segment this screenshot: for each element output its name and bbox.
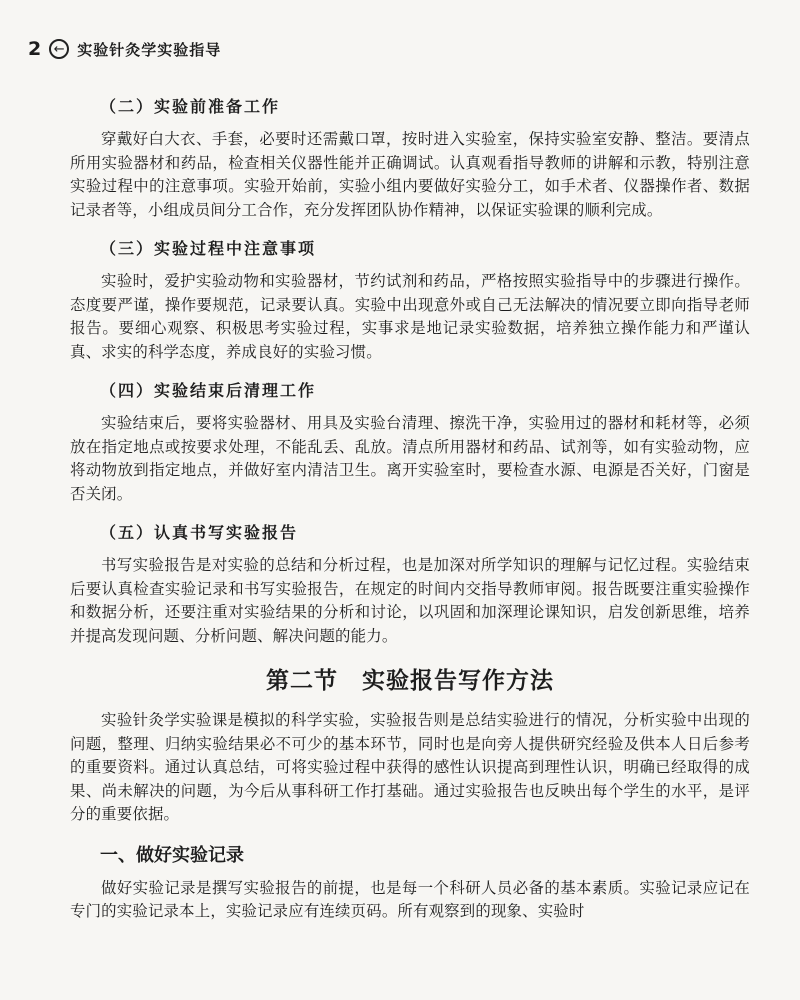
- paragraph-precautions: 实验时，爱护实验动物和实验器材，节约试剂和药品，严格按照实验指导中的步骤进行操作。态度要严谨，操作要规范，记录要认真。实验中出现意外或自己无法解决的情况要立即向指导老师报告。要细心观察、积极思考实验过程，实事求是地记录实验数据，培养独立操作能力和严谨认真、求实的科学态度，养成良好的实验习惯。: [70, 272, 750, 361]
- section-title: 第二节 实验报告写作方法: [266, 667, 554, 694]
- subheading-preparation: （二）实验前准备工作: [100, 97, 281, 116]
- page-number: 2: [28, 38, 42, 60]
- left-arrow-circle-icon: ←: [49, 39, 69, 59]
- paragraph-report: 书写实验报告是对实验的总结和分析过程，也是加深对所学知识的理解与记忆过程。实验结束后要认真检查实验记录和书写实验报告，在规定的时间内交指导教师审阅。报告既要注重实验操作和数据分析，还要注重对实验结果的分析和讨论，以巩固和加深理论课知识，启发创新思维，培养并提高发现问题、分析问题、解决问题的能力。: [70, 556, 750, 645]
- paragraph-preparation: 穿戴好白大衣、手套，必要时还需戴口罩，按时进入实验室，保持实验室安静、整洁。要清点所用实验器材和药品，检查相关仪器性能并正确调试。认真观看指导教师的讲解和示教，特别注意实验过程中的注意事项。实验开始前，实验小组内要做好实验分工，如手术者、仪器操作者、数据记录者等，小组成员间分工合作，充分发挥团队协作精神，以保证实验课的顺利完成。: [70, 130, 750, 219]
- paragraph-cleanup: 实验结束后，要将实验器材、用具及实验台清理、擦洗干净，实验用过的器材和耗材等，必须放在指定地点或按要求处理，不能乱丢、乱放。清点所用器材和药品、试剂等，如有实验动物，应将动物放到指定地点，并做好室内清洁卫生。离开实验室时，要检查水源、电源是否关好，门窗是否关闭。: [70, 414, 750, 503]
- paragraph-section-intro: 实验针灸学实验课是模拟的科学实验，实验报告则是总结实验进行的情况，分析实验中出现的问题，整理、归纳实验结果必不可少的基本环节，同时也是向旁人提供研究经验及供本人日后参考的重要资料。通过认真总结，可将实验过程中获得的感性认识提高到理性认识，明确已经取得的成果、尚未解决的问题，为今后从事科研工作打基础。通过实验报告也反映出每个学生的水平，是评分的重要依据。: [70, 711, 750, 823]
- paragraph-records: 做好实验记录是撰写实验报告的前提，也是每一个科研人员必备的基本素质。实验记录应记在专门的实验记录本上，实验记录应有连续页码。所有观察到的现象、实验时: [70, 878, 750, 920]
- heading-records: 一、做好实验记录: [100, 844, 244, 866]
- page-header: [28, 38, 221, 60]
- page-body: [70, 94, 750, 938]
- book-title: 实验针灸学实验指导: [77, 40, 222, 59]
- subheading-report: （五）认真书写实验报告: [100, 523, 299, 542]
- subheading-cleanup: （四）实验结束后清理工作: [100, 381, 317, 400]
- subheading-precautions: （三）实验过程中注意事项: [100, 239, 317, 258]
